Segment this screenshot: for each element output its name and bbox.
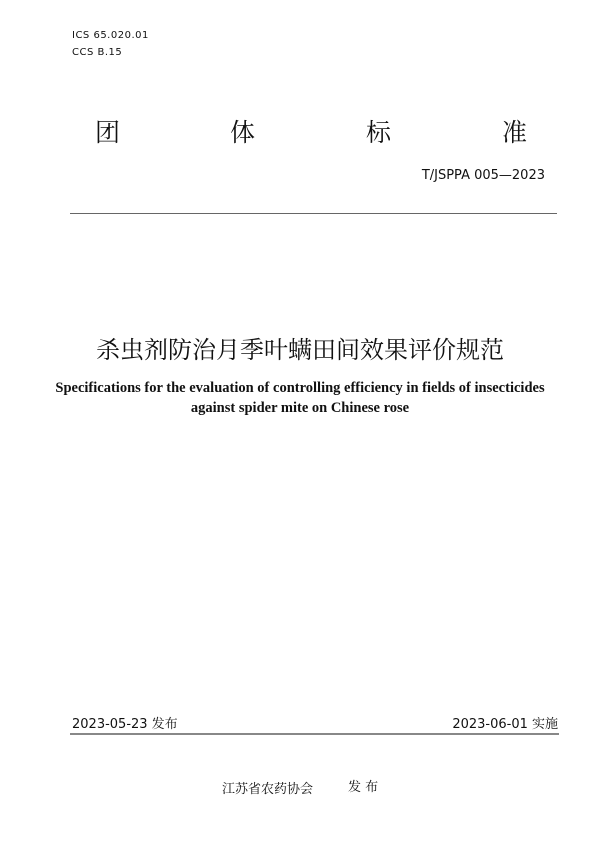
title-english-line: Specifications for the evaluation of controlling efficiency in fields of insecticides [55,380,545,396]
heading-char: 团 [95,118,121,147]
heading-char: 标 [366,118,392,147]
publish-label: 发 布 [348,780,379,795]
ccs-code: CCS B.15 [72,47,123,58]
implement-date: 2023-06-01 实施 [452,717,558,732]
heading-char: 准 [502,118,528,147]
divider [70,733,559,735]
divider [70,213,557,214]
standard-code: T/JSPPA 005—2023 [421,168,545,183]
ics-code: ICS 65.020.01 [72,30,149,41]
publish-date: 2023-05-23 发布 [72,717,178,732]
title-english [0,378,600,418]
heading-char: 体 [230,118,256,147]
title-chinese: 杀虫剂防治月季叶螨田间效果评价规范 [96,336,504,364]
publisher: 江苏省农药协会 [222,782,314,797]
title-english-line: against spider mite on Chinese rose [190,400,410,416]
